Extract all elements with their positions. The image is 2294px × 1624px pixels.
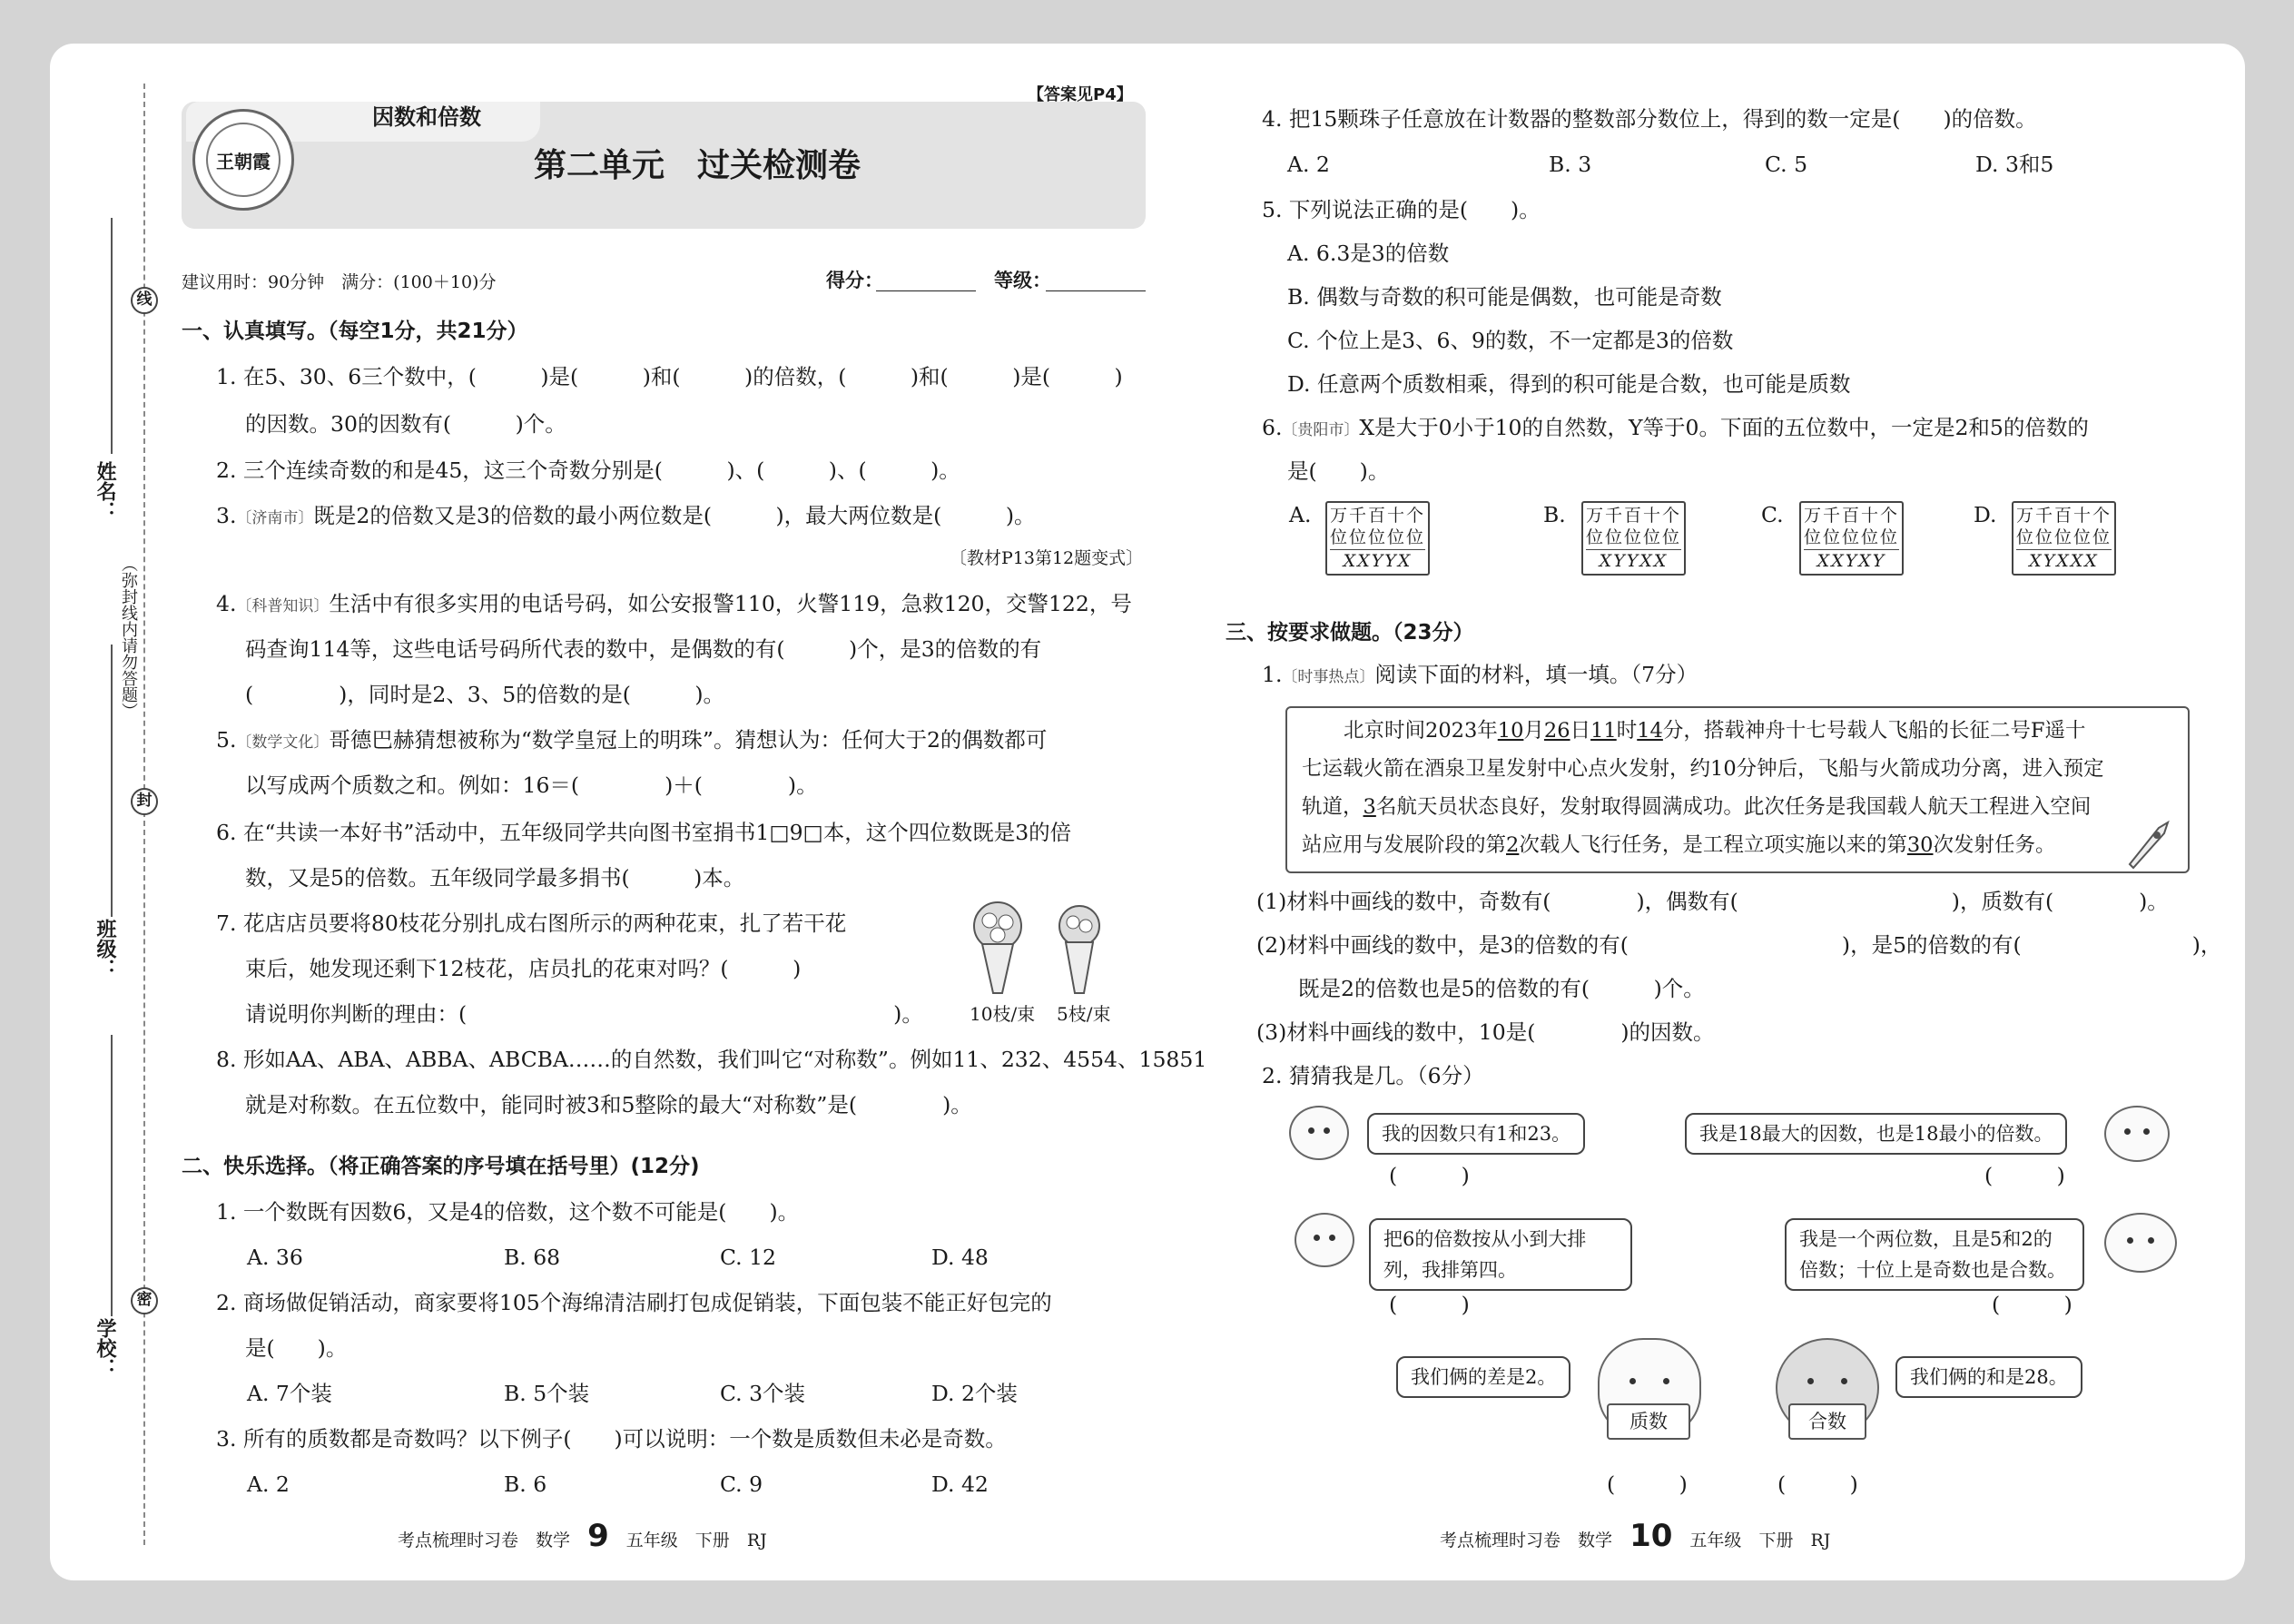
- page-title: 第二单元 过关检测卷: [534, 147, 861, 184]
- q5-line2: 以写成两个质数之和。例如：16＝( )＋( )。: [245, 773, 818, 798]
- riddle-answer-4[interactable]: ( ): [1992, 1292, 2072, 1317]
- c2-line2: 是( )。: [245, 1335, 348, 1361]
- c5: 5. 下列说法正确的是( )。: [1262, 197, 1541, 222]
- q7-line1: 7. 花店店员要将80枝花分别扎成右图所示的两种花束，扎了若干花: [216, 910, 847, 936]
- riddle-answer-3[interactable]: ( ): [1389, 1292, 1470, 1317]
- q8-line1: 8. 形如AA、ABA、ABBA、ABCBA……的自然数，我们叫它“对称数”。例如11、232、4554、15851: [216, 1047, 1207, 1072]
- p1-title: 1.〔时事热点〕阅读下面的材料，填一填。（7分）: [1262, 662, 1698, 687]
- c6-opt-c-table[interactable]: 万千百十个 位位位位位 XXYXY: [1799, 501, 1904, 576]
- riddle-bubble-1: 我的因数只有1和23。: [1367, 1113, 1585, 1155]
- c2-opt-c[interactable]: C. 3个装: [720, 1381, 806, 1406]
- p2-title: 2. 猜猜我是几。（6分）: [1262, 1063, 1484, 1088]
- sign-prime: 质数: [1607, 1403, 1690, 1440]
- bouquet-10-icon: [974, 902, 1021, 993]
- c2-opt-b[interactable]: B. 5个装: [504, 1381, 590, 1406]
- name-line: [111, 218, 113, 454]
- fill-2-line2: 既是2的倍数也是5的倍数的有( )个。: [1298, 976, 1705, 1001]
- c2-opt-a[interactable]: A. 7个装: [247, 1381, 332, 1406]
- c3-opt-b[interactable]: B. 6: [504, 1471, 547, 1497]
- section-2-title: 二、快乐选择。（将正确答案的序号填在括号里）(12分): [182, 1155, 700, 1178]
- sign-composite: 合数: [1788, 1403, 1866, 1440]
- c1: 1. 一个数既有因数6，又是4的倍数，这个数不可能是( )。: [216, 1199, 800, 1225]
- c6-opt-c-letter[interactable]: C.: [1761, 502, 1784, 527]
- time-info: 建议用时：90分钟 满分：(100＋10)分: [182, 272, 497, 292]
- school-label: 学校：: [94, 1318, 116, 1378]
- fill-2-line1: (2)材料中画线的数中，是3的倍数的有( )，是5的倍数的有( )，: [1256, 932, 2222, 958]
- c5-opt-b[interactable]: B. 偶数与奇数的积可能是偶数，也可能是奇数: [1287, 284, 1722, 310]
- cat-icon: [1289, 1106, 1349, 1160]
- q7-line2: 束后，她发现还剩下12枝花，店员扎的花束对吗？( ): [245, 956, 802, 981]
- q5-line1: 5.〔数学文化〕哥德巴赫猜想被称为“数学皇冠上的明珠”。猜想认为：任何大于2的偶数都可: [216, 727, 1048, 753]
- news-line4: 站应用与发展阶段的第2次载人飞行任务，是工程立项实施以来的第30次发射任务。: [1302, 833, 2056, 857]
- c6-opt-b-letter[interactable]: B.: [1543, 502, 1566, 527]
- c3-opt-a[interactable]: A. 2: [247, 1471, 290, 1497]
- bear-icon: [2104, 1106, 2170, 1162]
- school-line: [111, 1035, 113, 1316]
- c6-opt-a-table[interactable]: 万千百十个 位位位位位 XXYYX: [1325, 501, 1430, 576]
- score-blank[interactable]: [876, 290, 976, 291]
- c4-opt-b[interactable]: B. 3: [1549, 152, 1592, 177]
- q6-line2: 数，又是5的倍数。五年级同学最多捐书( )本。: [245, 865, 745, 891]
- riddle-answer-1[interactable]: ( ): [1389, 1163, 1470, 1188]
- c3: 3. 所有的质数都是奇数吗？以下例子( )可以说明：一个数是质数但未必是奇数。: [216, 1426, 1007, 1452]
- c3-opt-d[interactable]: D. 42: [931, 1471, 989, 1497]
- topic-label: 因数和倍数: [372, 104, 481, 130]
- news-line1: 北京时间2023年10月26日11时14分，搭载神舟十七号载人飞船的长征二号F遥十: [1344, 719, 2086, 743]
- c3-opt-c[interactable]: C. 9: [720, 1471, 763, 1497]
- bouquet-10-label: 10枝/束: [970, 1003, 1036, 1025]
- score-label: 得分：: [826, 270, 883, 291]
- riddle-answer-2[interactable]: ( ): [1984, 1163, 2065, 1188]
- c6-opt-d-letter[interactable]: D.: [1974, 502, 1997, 527]
- c2-line1: 2. 商场做促销活动，商家要将105个海绵清洁刷打包成促销装，下面包装不能正好包完的: [216, 1290, 1052, 1315]
- c6-line1: 6.〔贵阳市〕X是大于0小于10的自然数，Y等于0。下面的五位数中，一定是2和5的倍数的: [1262, 415, 2089, 440]
- left-footer: 考点梳理时习卷 数学 9 五年级 下册 RJ: [398, 1518, 767, 1554]
- riddle-bubble-4: 我是一个两位数，且是5和2的 倍数；十位上是奇数也是合数。: [1785, 1218, 2084, 1291]
- right-footer: 考点梳理时习卷 数学 10 五年级 下册 RJ: [1440, 1518, 1831, 1554]
- tiger-icon: [1295, 1213, 1354, 1267]
- c6-opt-b-table[interactable]: 万千百十个 位位位位位 XYYXX: [1581, 501, 1686, 576]
- seal-mark-mi: 密: [131, 1287, 158, 1314]
- seal-notice: （弥封线内请勿答题）: [119, 556, 138, 719]
- riddle-answer-6[interactable]: ( ): [1777, 1471, 1858, 1497]
- q7-line3: 请说明你判断的理由：( )。: [245, 1001, 923, 1027]
- bouquet-5-label: 5枝/束: [1057, 1003, 1111, 1025]
- c1-opt-a[interactable]: A. 36: [247, 1245, 303, 1270]
- news-line3: 轨道，3名航天员状态良好，发射取得圆满成功。此次任务是我国载人航天工程进入空间: [1302, 795, 2092, 819]
- c2-opt-d[interactable]: D. 2个装: [931, 1381, 1018, 1406]
- c5-opt-a[interactable]: A. 6.3是3的倍数: [1287, 241, 1450, 266]
- class-label: 班级：: [94, 919, 116, 979]
- class-line: [111, 645, 113, 917]
- seal-mark-feng: 封: [131, 788, 158, 815]
- section-3-title: 三、按要求做题。（23分）: [1226, 621, 1474, 645]
- right-page: [1151, 0, 2294, 1624]
- rocket-icon: [2122, 817, 2177, 871]
- c1-opt-d[interactable]: D. 48: [931, 1245, 989, 1270]
- brand-logo: 王朝霞: [192, 109, 294, 211]
- section-1-title: 一、认真填写。（每空1分，共21分）: [182, 320, 528, 343]
- q4-line2: 码查询114等，这些电话号码所代表的数中，是偶数的有( )个，是3的倍数的有: [245, 636, 1042, 662]
- q8-line2: 就是对称数。在五位数中，能同时被3和5整除的最大“对称数”是( )。: [245, 1092, 972, 1117]
- q3-source: 〔教材P13第12题变式〕: [950, 548, 1144, 568]
- seal-mark-xian: 线: [131, 287, 158, 314]
- q1-line2: 的因数。30的因数有( )个。: [245, 411, 566, 437]
- grade-label: 等级：: [994, 270, 1051, 291]
- name-label: 姓名：: [94, 461, 116, 521]
- page-number: 10: [1629, 1518, 1673, 1554]
- c4: 4. 把15颗珠子任意放在计数器的整数部分数位上，得到的数一定是( )的倍数。: [1262, 106, 2037, 132]
- c4-opt-c[interactable]: C. 5: [1765, 152, 1808, 177]
- news-line2: 七运载火箭在酒泉卫星发射中心点火发射，约10分钟后，飞船与火箭成功分离，进入预定: [1302, 757, 2104, 781]
- q1-line1: 1. 在5、30、6三个数中，( )是( )和( )的倍数，( )和( )是( ): [216, 364, 1123, 389]
- riddle-bubble-3: 把6的倍数按从小到大排 列，我排第四。: [1369, 1218, 1632, 1291]
- riddle-bubble-5: 我们俩的差是2。: [1396, 1356, 1570, 1398]
- c5-opt-c[interactable]: C. 个位上是3、6、9的数，不一定都是3的倍数: [1287, 328, 1734, 353]
- c1-opt-c[interactable]: C. 12: [720, 1245, 776, 1270]
- page-number: 9: [587, 1518, 609, 1554]
- dog-icon: [2104, 1213, 2177, 1273]
- riddle-answer-5[interactable]: ( ): [1607, 1471, 1688, 1497]
- q3: 3.〔济南市〕既是2的倍数又是3的倍数的最小两位数是( )，最大两位数是( )。: [216, 503, 1036, 528]
- q4-line1: 4.〔科普知识〕生活中有很多实用的电话号码，如公安报警110，火警119，急救120，交警122，号: [216, 591, 1132, 616]
- q4-line3: ( )，同时是2、3、5的倍数的是( )。: [245, 682, 725, 707]
- bouquet-illustration: [966, 899, 1129, 999]
- bouquet-5-icon: [1059, 906, 1099, 993]
- c4-opt-d[interactable]: D. 3和5: [1975, 152, 2054, 177]
- c6-opt-a-letter[interactable]: A.: [1289, 502, 1312, 527]
- c4-opt-a[interactable]: A. 2: [1287, 152, 1330, 177]
- fill-3: (3)材料中画线的数中，10是( )的因数。: [1256, 1019, 1715, 1045]
- riddle-bubble-6: 我们俩的和是28。: [1895, 1356, 2082, 1398]
- q2: 2. 三个连续奇数的和是45，这三个奇数分别是( )、( )、( )。: [216, 458, 960, 483]
- c1-opt-b[interactable]: B. 68: [504, 1245, 561, 1270]
- riddle-bubble-2: 我是18最大的因数，也是18最小的倍数。: [1685, 1113, 2067, 1155]
- q6-line1: 6. 在“共读一本好书”活动中，五年级同学共向图书室捐书1□9□本，这个四位数既是3的倍: [216, 820, 1072, 845]
- fill-1: (1)材料中画线的数中，奇数有( )，偶数有( )，质数有( )。: [1256, 889, 2169, 914]
- c6-line2: 是( )。: [1287, 458, 1390, 484]
- grade-blank[interactable]: [1046, 290, 1146, 291]
- c5-opt-d[interactable]: D. 任意两个质数相乘，得到的积可能是合数，也可能是质数: [1287, 371, 1851, 397]
- answer-ref: 【答案见P4】: [1028, 85, 1133, 104]
- c6-opt-d-table[interactable]: 万千百十个 位位位位位 XYXXX: [2012, 501, 2116, 576]
